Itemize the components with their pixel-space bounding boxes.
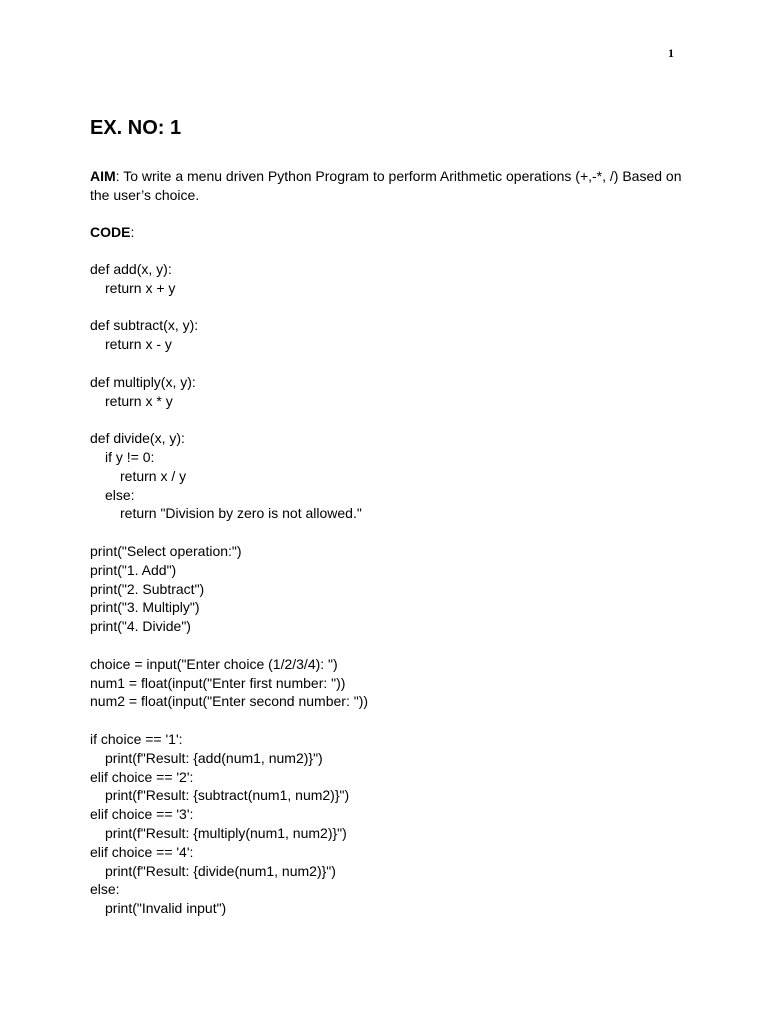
aim-paragraph xyxy=(90,167,690,205)
blank-line xyxy=(90,410,690,429)
exercise-title: EX. NO: 1 xyxy=(90,117,182,139)
code-line: elif choice == '2': xyxy=(90,768,194,785)
code-line: return x / y xyxy=(120,467,187,484)
code-line: def add(x, y): xyxy=(90,261,172,277)
page-number: 1 xyxy=(668,46,674,60)
code-label-suffix: : xyxy=(130,224,135,240)
code-line: print("2. Subtract") xyxy=(90,580,205,597)
blank-line xyxy=(90,523,690,542)
code-line: print("1. Add") xyxy=(90,561,177,578)
code-line: print(f"Result: {add(num1, num2)}") xyxy=(105,749,323,766)
code-label: CODE xyxy=(90,224,131,240)
code-line: print(f"Result: {multiply(num1, num2)}") xyxy=(105,824,347,841)
code-line: else: xyxy=(90,881,120,898)
document-body xyxy=(90,116,690,918)
code-line: return x + y xyxy=(105,279,176,296)
blank-line xyxy=(90,354,690,373)
code-line: print("3. Multiply") xyxy=(90,599,200,616)
code-line: def multiply(x, y): xyxy=(90,373,196,390)
code-line: return "Division by zero is not allowed." xyxy=(120,505,362,522)
aim-label: AIM xyxy=(90,168,116,184)
code-heading xyxy=(90,223,690,242)
blank-line xyxy=(90,636,690,655)
code-line: print(f"Result: {subtract(num1, num2)}") xyxy=(105,787,350,804)
code-line: def subtract(x, y): xyxy=(90,317,199,334)
blank-line xyxy=(90,298,690,317)
code-line: print("Invalid input") xyxy=(105,900,227,917)
code-line: def divide(x, y): xyxy=(90,430,185,447)
code-line: if choice == '1': xyxy=(90,730,183,747)
code-line: choice = input("Enter choice (1/2/3/4): ") xyxy=(90,655,338,672)
blank-line xyxy=(90,711,690,730)
code-line: num1 = float(input("Enter first number: ")) xyxy=(90,674,346,691)
code-block xyxy=(90,260,690,918)
code-line: elif choice == '4': xyxy=(90,843,194,860)
code-line: return x - y xyxy=(105,336,172,353)
code-line: if y != 0: xyxy=(105,448,155,465)
code-line: print("Select operation:") xyxy=(90,542,242,559)
code-line: elif choice == '3': xyxy=(90,806,194,823)
code-line: num2 = float(input("Enter second number: ")) xyxy=(90,693,369,710)
aim-text: : To write a menu driven Python Program to perform Arithmetic operations (+,-*, /) Based on the user’s choice. xyxy=(90,168,682,203)
code-line: print(f"Result: {divide(num1, num2)}") xyxy=(105,862,336,879)
code-line: else: xyxy=(105,486,135,503)
code-line: return x * y xyxy=(105,392,173,409)
code-line: print("4. Divide") xyxy=(90,618,191,635)
